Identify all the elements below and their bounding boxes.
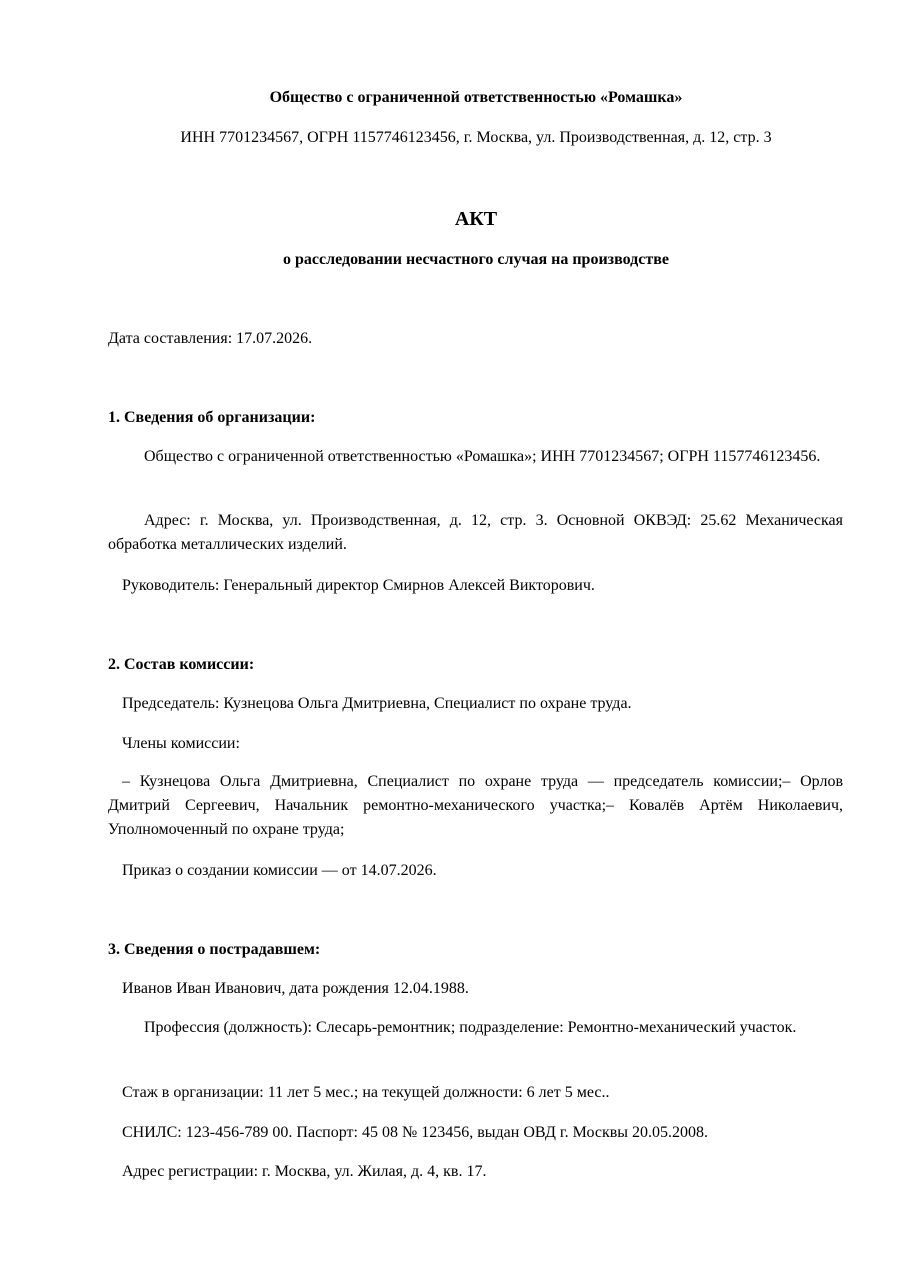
victim-documents: СНИЛС: 123-456-789 00. Паспорт: 45 08 № 123456, выдан ОВД г. Москвы 20.05.2008. xyxy=(122,1124,709,1141)
section3-heading: 3. Сведения о пострадавшем: xyxy=(108,941,321,958)
section1-heading: 1. Сведения об организации: xyxy=(108,409,316,426)
victim-name: Иванов Иван Иванович, дата рождения 12.04.1988. xyxy=(122,980,469,997)
victim-address: Адрес регистрации: г. Москва, ул. Жилая, д. 4, кв. 17. xyxy=(122,1163,487,1180)
org-name-header: Общество с ограниченной ответственностью «Ромашка» xyxy=(269,89,683,106)
commission-members-list: – Кузнецова Ольга Дмитриевна, Специалист по охране труда — председатель комиссии;– Орлов Дмитрий Сергеевич, Начальник ремонтно-механического участка;– Ковалёв Артём Николаевич, Уполномоченный по охране труда; xyxy=(108,773,843,838)
commission-order: Приказ о создании комиссии — от 14.07.2026. xyxy=(122,862,437,879)
commission-members-label: Члены комиссии: xyxy=(122,735,240,752)
section1-director: Руководитель: Генеральный директор Смирнов Алексей Викторович. xyxy=(122,577,595,594)
commission-chair: Председатель: Кузнецова Ольга Дмитриевна, Специалист по охране труда. xyxy=(122,695,632,712)
section1-paragraph-org: Общество с ограниченной ответственностью «Ромашка»; ИНН 7701234567; ОГРН 1157746123456. xyxy=(144,448,821,465)
document-subtitle: о расследовании несчастного случая на производстве xyxy=(283,251,669,268)
section2-heading: 2. Состав комиссии: xyxy=(108,656,255,673)
org-details-header: ИНН 7701234567, ОГРН 1157746123456, г. Москва, ул. Производственная, д. 12, стр. 3 xyxy=(180,129,772,146)
section1-paragraph-address: Адрес: г. Москва, ул. Производственная, д. 12, стр. 3. Основной ОКВЭД: 25.62 Механическая обработка металлических изделий. xyxy=(108,512,843,553)
victim-experience: Стаж в организации: 11 лет 5 мес.; на текущей должности: 6 лет 5 мес.. xyxy=(122,1084,610,1101)
victim-profession: Профессия (должность): Слесарь-ремонтник; подразделение: Ремонтно-механический участок. xyxy=(144,1019,797,1036)
date-line: Дата составления: 17.07.2026. xyxy=(108,330,313,347)
document-title: АКТ xyxy=(454,208,498,230)
